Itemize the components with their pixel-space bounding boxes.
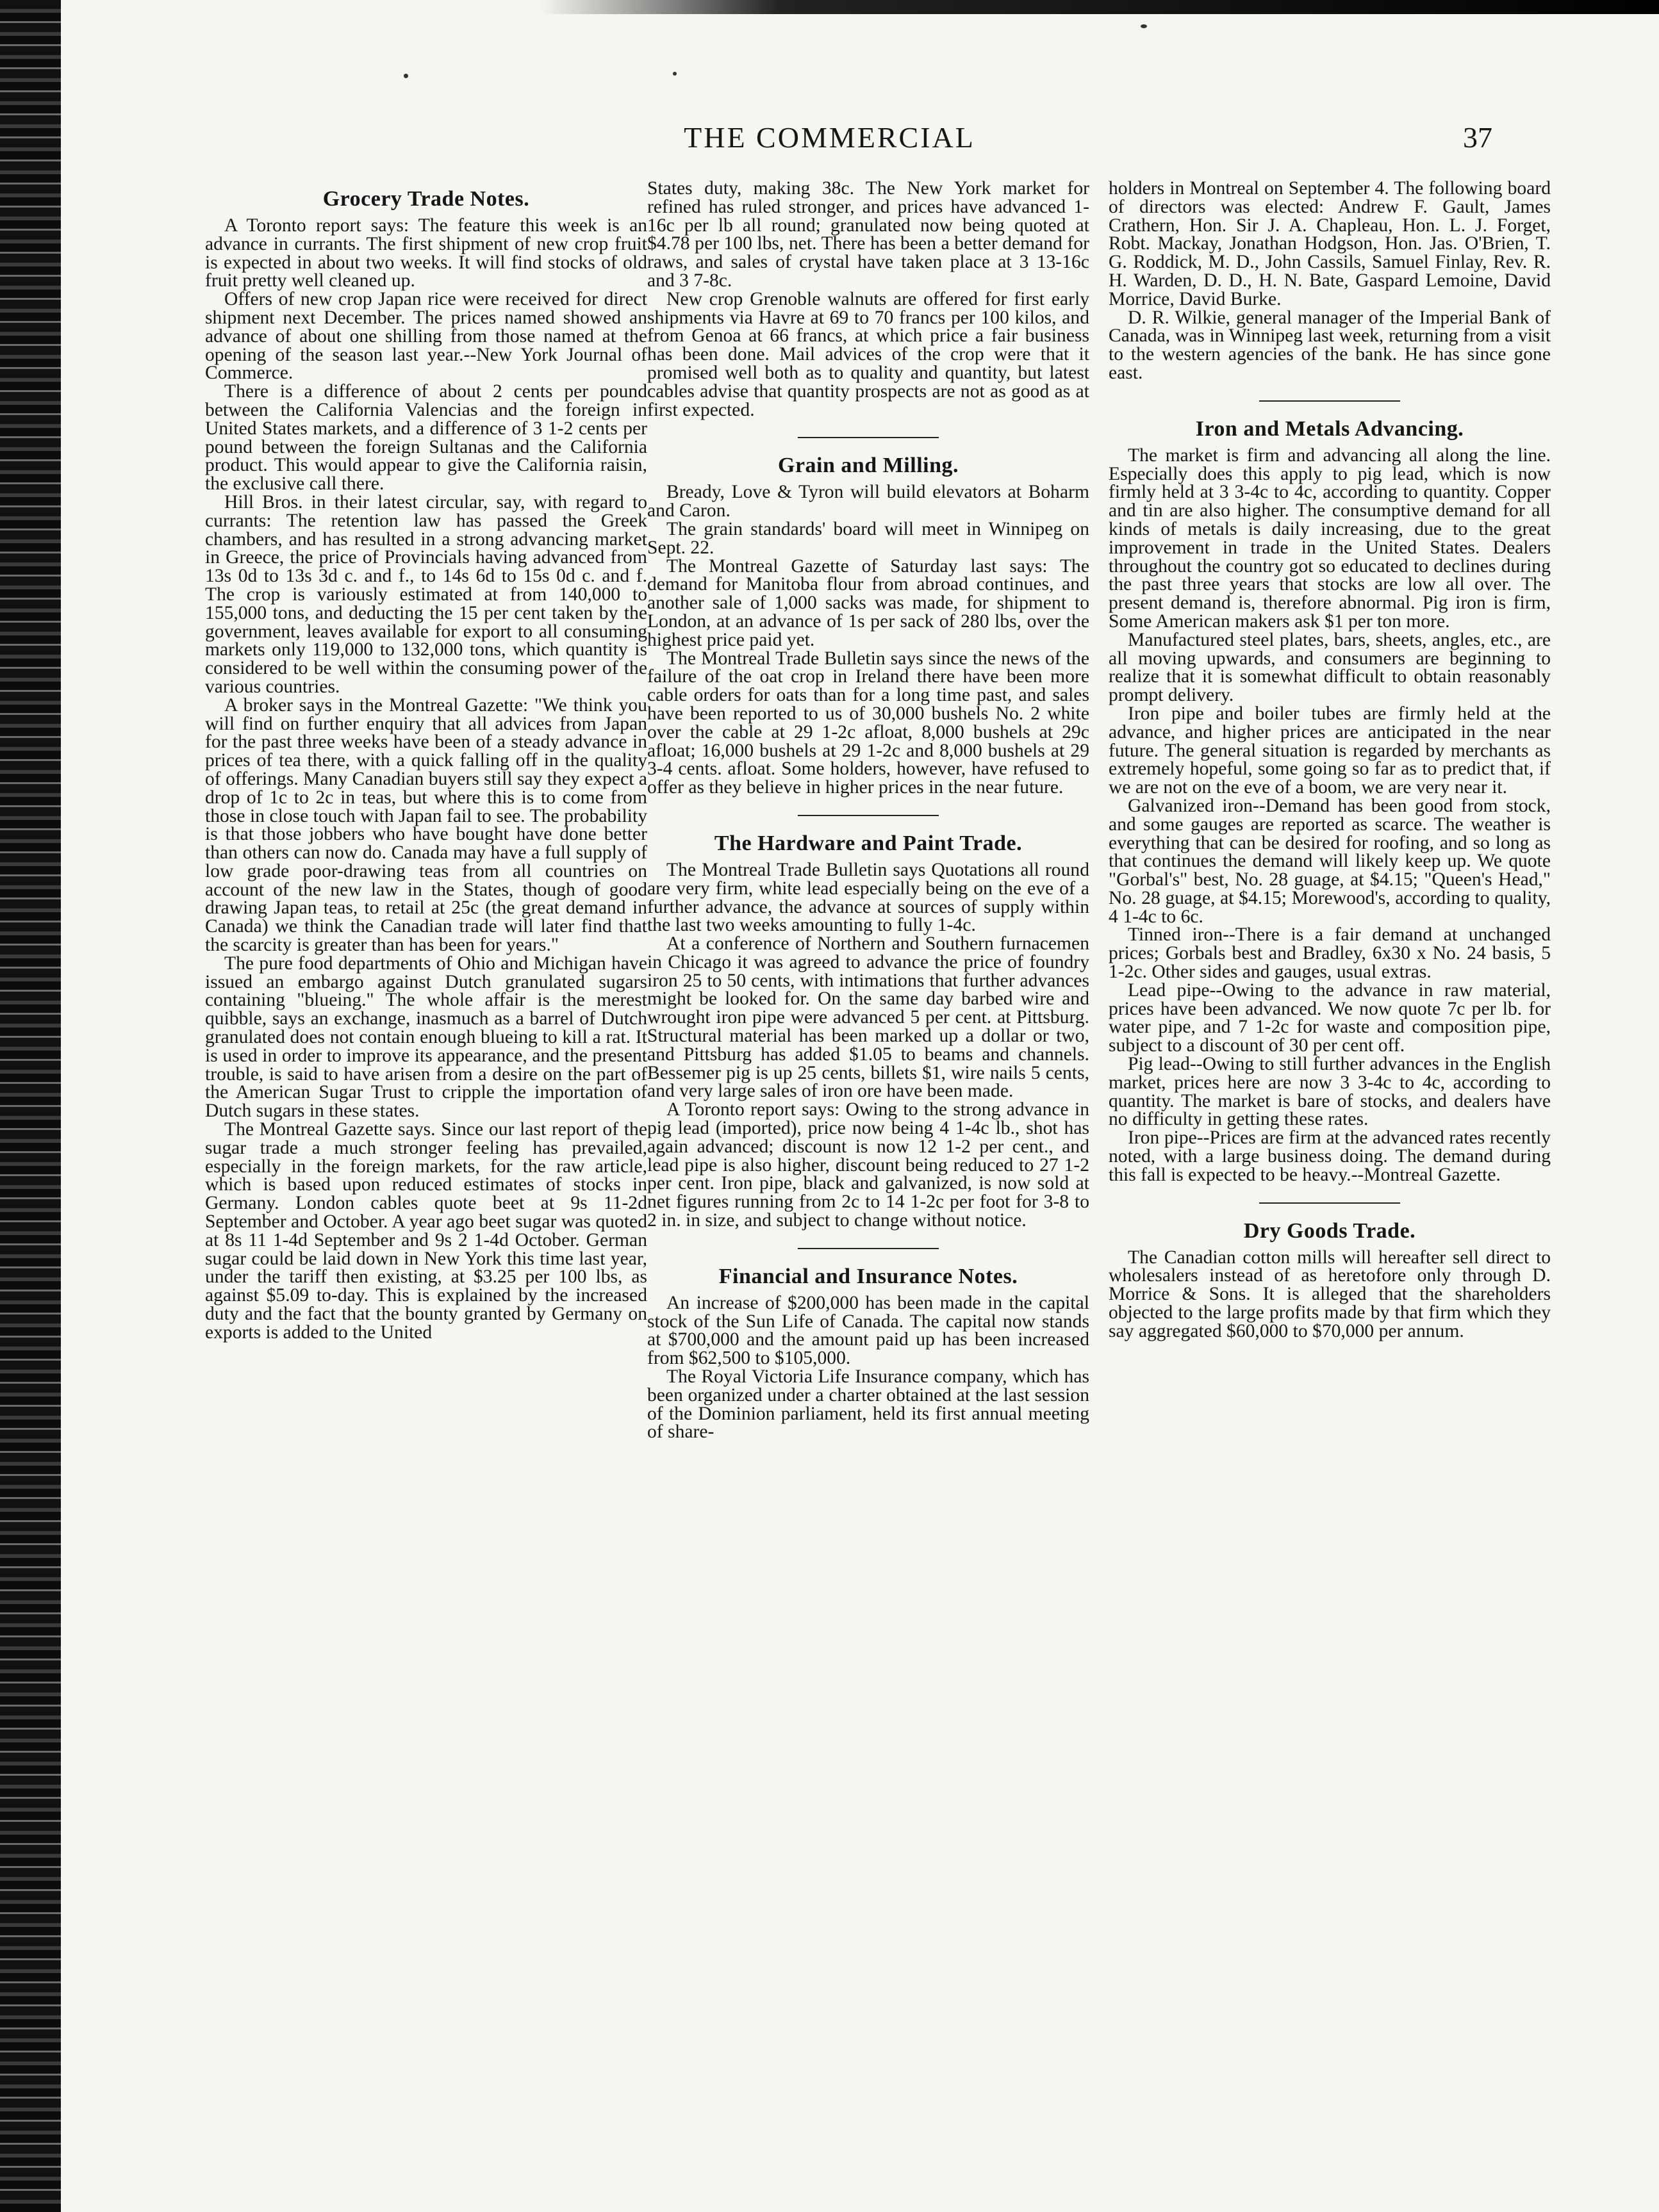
paragraph: An increase of $200,000 has been made in the capital stock of the Sun Life of Canada. The capital now stands at $700,000 and the amount paid up has been increased from $62,500 to $105,000.	[647, 1292, 1089, 1369]
paragraph: The Montreal Trade Bulletin says Quotations all round are very firm, white lead especially being on the eve of a further advance, the advance at sources of supply within the last two weeks amounting to fully 1-4c.	[647, 859, 1089, 936]
scan-top-edge	[61, 0, 1659, 14]
paragraph: New crop Grenoble walnuts are offered for first early shipments via Havre at 69 to 70 francs per 100 kilos, and from Genoa at 66 francs, at which price a fair business has been done. Mail advices of the crop were that it promised well both as to quality and quantity, but latest cables advise that quantity prospects are not as good as at first expected.	[647, 288, 1089, 420]
section-divider	[798, 1248, 939, 1249]
binding-edge	[0, 0, 61, 2212]
scan-speck	[673, 72, 677, 76]
page-header	[0, 120, 1659, 159]
paragraph: At a conference of Northern and Southern furnacemen in Chicago it was agreed to advance the price of foundry iron 25 to 50 cents, with intimations that further advances might be looked for. On the same day barbed wire and wrought iron pipe were advanced 5 per cent. at Pittsburg. Structural material has been marked up a dollar or two, and Pittsburg has added $1.05 to beams and channels. Bessemer pig is up 25 cents, billets $1, wire nails 5 cents, and very large sales of iron ore have been made.	[647, 933, 1089, 1102]
section-divider	[798, 437, 939, 438]
paragraph: There is a difference of about 2 cents per pound between the California Valencias and the foreign in United States markets, and a difference of 3 1-2 cents per pound between the foreign Sultanas and the California product. This would appear to give the California raisin, the exclusive call there.	[205, 381, 647, 495]
paragraph: Galvanized iron--Demand has been good from stock, and some gauges are reported as scarce. The weather is everything that can be desired for roofing, and so long as that continues the demand will likely keep up. We quote "Gorbal's" best, No. 28 guage, at $4.15; "Queen's Head," No. 28 guage, at $4.15; Morewood's, according to quality, 4 1-4c to 6c.	[1109, 795, 1551, 927]
paragraph: Iron pipe--Prices are firm at the advanced rates recently noted, with a large business doing. The demand during this fall is expected to be heavy.--Montreal Gazette.	[1109, 1127, 1551, 1185]
section-divider	[798, 815, 939, 816]
paragraph: The Montreal Trade Bulletin says since the news of the failure of the oat crop in Ireland there have been more cable orders for oats than for a long time past, and sales have been reported to us of 30,000 bushels No. 2 white over the cable at 29 1-2c afloat, 8,000 bushels at 29c afloat; 16,000 bushels at 29 1-2c and 8,000 bushels at 29 3-4 cents. afloat. Some holders, however, have refused to offer as they believe in higher prices in the near future.	[647, 648, 1089, 798]
paragraph: The pure food departments of Ohio and Michigan have issued an embargo against Dutch granulated sugars containing "blueing." The whole affair is the merest quibble, says an exchange, inasmuch as a barrel of Dutch granulated does not contain enough blueing to kill a rat. It is used in order to improve its appearance, and the present trouble, is said to have arisen from a desire on the part of the American Sugar Trust to cripple the importation of Dutch sugars in these states.	[205, 953, 647, 1122]
paragraph: D. R. Wilkie, general manager of the Imperial Bank of Canada, was in Winnipeg last week, returning from a visit to the western agencies of the bank. He has since gone east.	[1109, 307, 1551, 383]
paragraph: A broker says in the Montreal Gazette: "We think you will find on further enquiry that all advices from Japan for the past three weeks have been of a steady advance in prices of tea there, with a quick falling off in the quality of offerings. Many Canadian buyers still say they expect a drop of 1c to 2c in teas, but where this is to come from those in close touch with Japan fail to see. The probability is that those jobbers who have bought have done better than others can now do. Canada may have a full supply of low grade poor-drawing teas from all countries on account of the new law in the States, though of good drawing Japan teas, to retail at 25c (the great demand in Canada) we think the Canadian trade will later find that the scarcity is greater than has been for years."	[205, 694, 647, 956]
scan-speck	[404, 74, 408, 78]
section-heading-grocery: Grocery Trade Notes.	[322, 187, 530, 211]
page-number: 37	[1463, 121, 1492, 154]
paragraph: Lead pipe--Owing to the advance in raw material, prices have been advanced. We now quote 7c per lb. for water pipe, and 7 1-2c for waste and composition pipe, subject to a discount of 30 per cent off.	[1109, 979, 1551, 1056]
paragraph: The Montreal Gazette says. Since our last report of the sugar trade a much stronger feeling has prevailed, especially in the foreign markets, for the raw article, which is based upon reduced estimates of stocks in Germany. London cables quote beet at 9s 11-2d September and October. A year ago beet sugar was quoted at 8s 11 1-4d September and 9s 2 1-4d October. German sugar could be laid down in New York this time last year, under the tariff then existing, at $3.25 per 100 lbs, as against $5.09 to-day. This is explained by the increased duty and the fact that the bounty granted by Germany on exports is added to the United	[205, 1119, 647, 1343]
section-heading-hardware: The Hardware and Paint Trade.	[714, 831, 1023, 855]
paragraph: Tinned iron--There is a fair demand at unchanged prices; Gorbals best and Bradley, 6x30 x No. 24 basis, 5 1-2c. Other sides and gauges, usual extras.	[1109, 924, 1551, 983]
paragraph: Bready, Love & Tyron will build elevators at Boharm and Caron.	[647, 482, 1089, 521]
scan-speck	[1141, 24, 1147, 28]
paragraph: Manufactured steel plates, bars, sheets, angles, etc., are all moving upwards, and consumers are beginning to realize that it is somewhat difficult to obtain reasonably prompt delivery.	[1109, 629, 1551, 706]
paragraph: The Montreal Gazette of Saturday last says: The demand for Manitoba flour from abroad continues, and another sale of 1,000 sacks was made, for shipment to London, at an advance of 1s per sack of 280 lbs, over the highest price paid yet.	[647, 555, 1089, 650]
paragraph: The Canadian cotton mills will hereafter sell direct to wholesalers instead of as heretofore only through D. Morrice & Sons. It is alleged that the shareholders objected to the large profits made by that firm which they say aggregated $60,000 to $70,000 per annum.	[1109, 1247, 1551, 1341]
paragraph: States duty, making 38c. The New York market for refined has ruled stronger, and prices have advanced 1-16c per lb all round; granulated now being quoted at $4.78 per 100 lbs, net. There has been a better demand for raws, and sales of crystal have taken place at 3 13-16c and 3 7-8c.	[647, 178, 1089, 291]
paragraph: The Royal Victoria Life Insurance company, which has been organized under a charter obtained at the last session of the Dominion parliament, held its first annual meeting of share-	[647, 1366, 1089, 1443]
column-left	[205, 179, 647, 1342]
paragraph: holders in Montreal on September 4. The following board of directors was elected: Andrew F. Gault, James Crathern, Hon. Sir J. A. Chapleau, Hon. L. J. Forget, Robt. Mackay, Jonathan Hodgson, Hon. Jas. O'Brien, T. G. Roddick, M. D., John Cassils, Samuel Finlay, Rev. R. H. Warden, D. D., H. N. Bate, Gaspard Lemoine, David Morrice, David Burke.	[1109, 178, 1551, 309]
column-right	[1109, 179, 1551, 1341]
paragraph: Pig lead--Owing to still further advances in the English market, prices here are now 3 3-4c to 4c, according to quantity. The market is bare of stocks, and dealers have no difficulty in getting these rates.	[1109, 1054, 1551, 1130]
paragraph: The market is firm and advancing all along the line. Especially does this apply to pig lead, which is now firmly held at 3 3-4c to 4c, according to quantity. Copper and tin are also higher. The consumptive demand for all kinds of metals is daily increasing, due to the great improvement in trade in the United States. Dealers throughout the country got so educated to declines during the past three years that stocks are low all over. The present demand is, therefore abnormal. Pig iron is firm, Some American makers ask $1 per ton more.	[1109, 445, 1551, 632]
paragraph: Iron pipe and boiler tubes are firmly held at the advance, and higher prices are anticipated in the near future. The general situation is regarded by merchants as extremely hopeful, some going so far as to predict that, if we are not on the eve of a boom, we are very near it.	[1109, 703, 1551, 798]
paragraph: A Toronto report says: The feature this week is an advance in currants. The first shipment of new crop fruit is expected in about two weeks. It will find stocks of old fruit pretty well cleaned up.	[205, 215, 647, 291]
section-heading-dry-goods: Dry Goods Trade.	[1243, 1218, 1416, 1243]
section-heading-iron: Iron and Metals Advancing.	[1195, 416, 1464, 441]
paragraph: Hill Bros. in their latest circular, say, with regard to currants: The retention law has passed the Greek chambers, and has resulted in a strong advancing market in Greece, the price of Provincials having advanced from 13s 0d to 13s 3d c. and f., to 14s 6d to 15s 0d c. and f. The crop is variously estimated at from 140,000 to 155,000 tons, and deducting the 15 per cent taken by the government, leaves available for export to all consuming markets only 119,000 to 132,000 tons, which quantity is considered to be well within the consuming power of the various countries.	[205, 491, 647, 697]
section-heading-financial: Financial and Insurance Notes.	[718, 1264, 1018, 1288]
section-divider	[1259, 1202, 1400, 1204]
section-heading-grain: Grain and Milling.	[778, 454, 959, 478]
paragraph: A Toronto report says: Owing to the strong advance in pig lead (imported), price now being 4 1-4c lb., shot has again advanced; discount is now 12 1-2 per cent., and lead pipe is also higher, discount being reduced to 27 1-2 per cent. Iron pipe, black and galvanized, is now sold at net figures running from 2c to 14 1-2c per foot for 3-8 to 2 in. in size, and subject to change without notice.	[647, 1099, 1089, 1231]
paragraph: Offers of new crop Japan rice were received for direct shipment next December. The prices named showed an advance of about one shilling from those named at the opening of the season last year.--New York Journal of Commerce.	[205, 289, 647, 384]
section-divider	[1259, 400, 1400, 402]
publication-title: THE COMMERCIAL	[684, 121, 975, 154]
column-middle	[647, 179, 1089, 1441]
paragraph: The grain standards' board will meet in Winnipeg on Sept. 22.	[647, 518, 1089, 558]
